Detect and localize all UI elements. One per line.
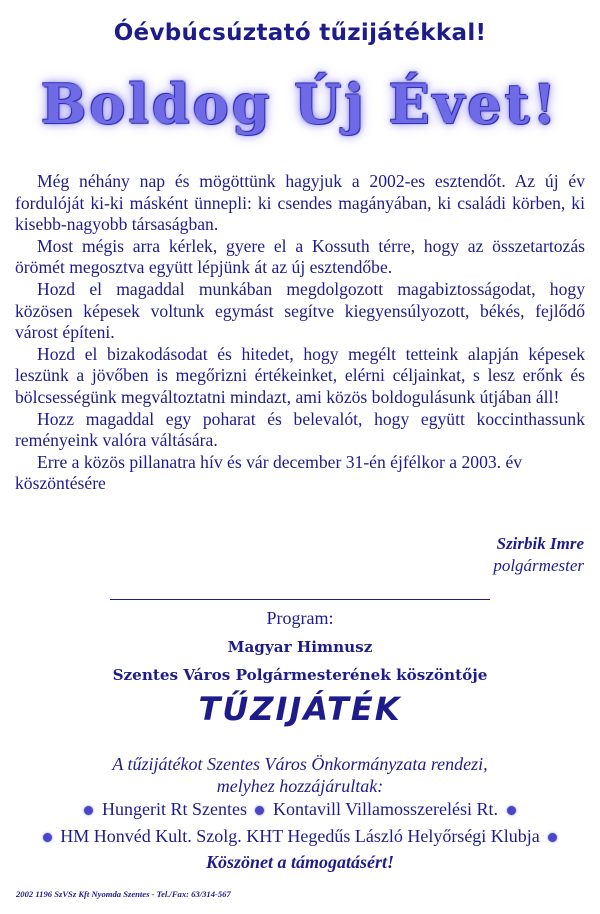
bullet-dot-icon: [507, 806, 516, 815]
program-item-anthem: Magyar Himnusz: [227, 638, 373, 656]
flyer-subtitle: Óévbúcsúztató tűzijátékkal!: [113, 20, 487, 46]
letter-paragraph: Hozd el magaddal munkában megdolgozott magabiztosságodat, hogy közösen képesek voltunk egymást segítve kiegyensúlyozott, békés, fejlődő várost építeni.: [15, 278, 585, 343]
thanks-line: Köszönet a támogatásért!: [205, 852, 395, 872]
sponsor-name: HM Honvéd Kult. Szolg. KHT Hegedűs László Helyőrségi Klubja: [60, 826, 540, 846]
letter-paragraph: Erre a közös pillanatra hív és vár december 31-én éjfélkor a 2003. év köszöntésére: [15, 451, 523, 494]
printer-footer: 2002 1196 SzVSz Kft Nyomda Szentes - Tel./Fax: 63/314-567: [16, 889, 231, 899]
program-label: Program:: [266, 608, 334, 628]
program-item-mayor-greeting: Szentes Város Polgármesterének köszöntője: [112, 666, 488, 684]
sponsor-line-2: [0, 826, 600, 847]
signature-block: [493, 533, 584, 577]
bullet-dot-icon: [255, 806, 264, 815]
bullet-dot-icon: [43, 833, 52, 842]
sponsor-line-1: [0, 799, 600, 820]
letter-paragraph: Hozz magaddal egy poharat és belevalót, hogy együtt koccinthassunk reményeink valóra váltására.: [15, 408, 585, 451]
letter-paragraph: Hozd el bizakodásodat és hitedet, hogy megélt tetteink alapján képesek leszünk a jövőben is megőrizni értékeinket, elérni céljainkat, s lesz erőnk és bölcsességünk megváltoztatni mindazt, ami közös boldogulásunk útjában áll!: [15, 343, 585, 407]
signature-title: polgármester: [493, 556, 584, 575]
section-divider: [110, 599, 490, 600]
letter-paragraph: Most mégis arra kérlek, gyere el a Kossuth térre, hogy az összetartozás örömét megosztva együtt lépjünk át az új esztendőbe.: [15, 235, 585, 278]
contributors-intro: melyhez hozzájárultak:: [216, 776, 384, 796]
sponsor-name: Hungerit Rt Szentes: [101, 799, 247, 819]
fireworks-title: TŰZIJÁTÉK: [198, 690, 402, 728]
greeting-headline: Boldog Új Évet!: [40, 72, 560, 136]
signature-name: Szirbik Imre: [496, 534, 584, 553]
sponsor-name: Kontavill Villamosszerelési Rt.: [272, 799, 499, 819]
organizer-line: A tűzijátékot Szentes Város Önkormányzata rendezi,: [112, 754, 488, 774]
letter-paragraph: Még néhány nap és mögöttünk hagyjuk a 2002-es esztendőt. Az új év fordulóját ki-ki másként ünnepli: ki csendes magányában, ki családi körben, ki kisebb-nagyobb társaságban.: [15, 171, 585, 235]
bullet-dot-icon: [548, 833, 557, 842]
letter-body: [15, 171, 585, 495]
bullet-dot-icon: [84, 806, 93, 815]
